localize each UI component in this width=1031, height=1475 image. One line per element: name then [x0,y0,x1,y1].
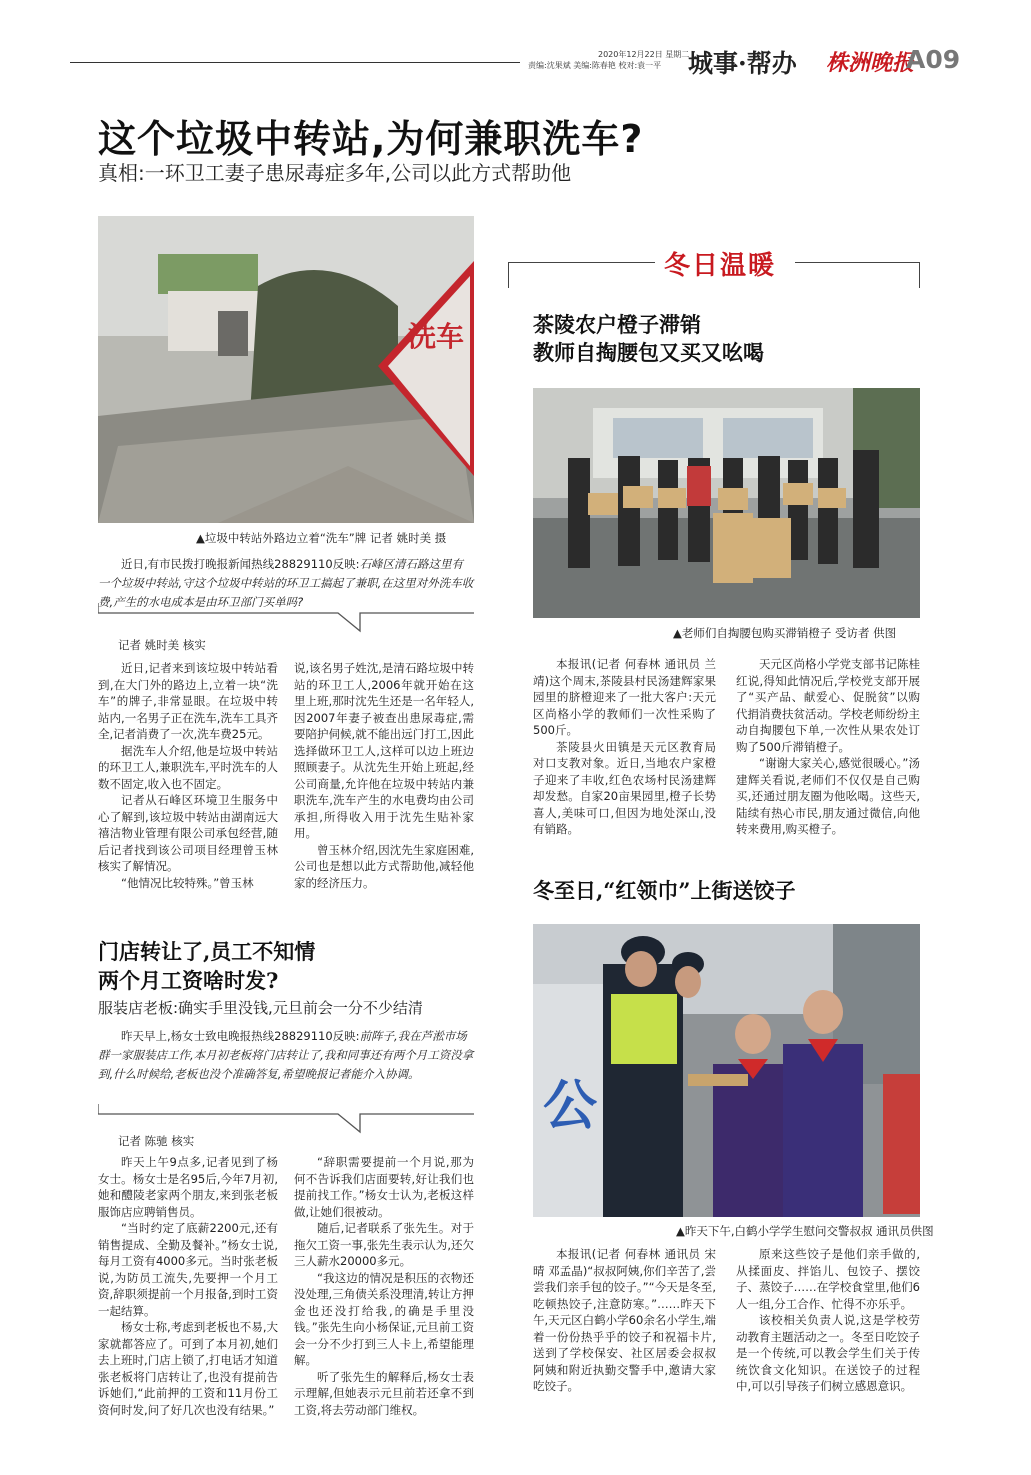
lead-2-complaint: 前阵子,我在芦淞市场群一家服装店工作,本月初老板将门店转让了,我和同事还有两个月工资没拿到,什么时候给,老板也没个准确答复,希望晚报记者能介入协调。 [98,1029,474,1081]
article-3-column-2 [736,656,920,838]
paragraph: 杨女士称,考虑到老板也不易,大家就都答应了。可到了本月初,她们去上班时,门店上锁了,打电话才知道张老板将门店转让了,也没有提前告诉她们,“此前押的工资和11月份工资何时发,问了好几次也没有结果。” [98,1320,278,1417]
article-2-headline-2: 两个月工资啥时发? [98,968,279,993]
article-3-column-1 [533,656,716,838]
students-photo [533,924,920,1217]
photo-caption-3: ▲老师们自掏腰包购买滞销橙子 受访者 供图 [673,626,897,640]
article-4-column-1 [533,1246,716,1395]
car-wash-sign-text: 洗车 [408,320,465,353]
paragraph: 本报讯(记者 何春林 通讯员 宋晴 邓孟晶)“叔叔阿姨,你们辛苦了,尝尝我们亲手包的饺子。”“今天是冬至,吃顿热饺子,注意防寒。”……昨天下午,天元区白鹤小学60余名小学生,端着一份份热乎乎的饺子和祝福卡片,送到了学校保安、社区居委会叔叔阿姨和附近执勤交警手中,邀请大家吃饺子。 [533,1247,716,1393]
banner-title: 冬日温暖 [664,251,777,281]
byline-1: 记者 姚时美 核实 [118,638,206,652]
paragraph: “辞职需要提前一个月说,那为何不告诉我们店面要转,好让我们也提前找工作。”杨女士认为,老板这样做,让她们很被动。 [294,1155,474,1219]
lead-2 [98,1027,474,1084]
paragraph: “我这边的情况是积压的衣物还没处理,三角债关系没理清,转让方押金也还没打给我,的确是手里没钱。”张先生向小杨保证,元旦前工资会一分不少打到三人卡上,希望能理解。 [294,1270,474,1367]
lead-1-complaint: 石峰区清石路这里有一个垃圾中转站,守这个垃圾中转站的环卫工搞起了兼职,在这里对外洗车收费,产生的水电成本是由环卫部门买单吗? [98,557,474,609]
lead-1-bracket [98,603,474,633]
paragraph: 听了张先生的解释后,杨女士表示理解,但她表示元旦前若还拿不到工资,将去劳动部门维权。 [294,1369,474,1417]
photo-caption-4: ▲昨天下午,白鹤小学学生慰问交警叔叔 通讯员供图 [676,1224,934,1238]
article-3-headline-1: 茶陵农户橙子滞销 [533,312,701,337]
paragraph: 曾玉林介绍,因沈先生家庭困难,公司也是想以此方式帮助他,减轻他家的经济压力。 [294,842,474,890]
paragraph: “他情况比较特殊。”曾玉林 [121,875,254,890]
banner-rule-left [508,262,509,288]
paragraph: 随后,记者联系了张先生。对于拖欠工资一事,张先生表示认为,还欠三人薪水20000多元。 [294,1221,474,1268]
paragraph: 该校相关负责人说,这是学校劳动教育主题活动之一。冬至日吃饺子是一个传统,可以教会学生们关于传统饮食文化知识。在送饺子的过程中,可以引导孩子们树立感恩意识。 [736,1313,920,1393]
paragraph: 记者从石峰区环境卫生服务中心了解到,该垃圾中转站由湖南远大禧洁物业管理有限公司承包经营,随后记者找到该公司项目经理曾玉林核实了解情况。 [98,793,278,873]
banner-rule-right [919,262,920,288]
article-3-headline-2: 教师自掏腰包又买又吆喝 [533,340,764,365]
masthead-rule [70,62,520,63]
article-2-headline-1: 门店转让了,员工不知情 [98,939,316,964]
lead-2-text: 昨天早上,杨女士致电晚报热线28829110反映: [121,1029,360,1043]
article-2-column-2 [294,1154,474,1418]
article-2-subheadline: 服装店老板:确实手里没钱,元旦前会一分不少结清 [98,999,423,1017]
page-number: A09 [906,45,961,74]
newspaper-logo: 株洲晚报 [826,50,915,76]
paragraph: 说,该名男子姓沈,是清石路垃圾中转站的环卫工人,2006年就开始在这里上班,那时沈先生还是一名年轻人,因2007年妻子被查出患尿毒症,需要陪护伺候,就不能出远门打工,因此选择做环卫工人,这样可以边上班边照顾妻子。从沈先生开始上班起,经公司商量,允许他在垃圾中转站内兼职洗车,洗车产生的水电费均由公司承担,所得收入用于沈先生贴补家用。 [294,661,474,840]
lead-2-bracket [98,1104,474,1134]
photo-teachers-oranges [533,388,920,618]
paragraph: 据洗车人介绍,他是垃圾中转站的环卫工人,兼职洗车,平时洗车的人数不固定,收入也不固定。 [98,743,278,791]
photo-caption-1: ▲垃圾中转站外路边立着“洗车”牌 记者 姚时美 摄 [196,531,447,545]
svg-text:公: 公 [543,1074,597,1137]
paragraph: 原来这些饺子是他们亲手做的,从揉面皮、拌馅儿、包饺子、摆饺子、蒸饺子……在学校食堂里,他们6人一组,分工合作、忙得不亦乐乎。 [736,1247,920,1311]
paragraph: “当时约定了底薪2200元,还有销售提成、全勤及餐补。”杨女士说,每月工资有4000多元。当时张老板说,为防员工流失,先要押一个月工资,辞职须提前一个月报备,到时工资一起结算。 [98,1221,278,1318]
paragraph: “谢谢大家关心,感觉很暖心。”汤建辉关看说,老师们不仅仅是自己购买,还通过朋友圈为他吆喝。这些天,陆续有热心市民,朋友通过微信,向他转来费用,购买橙子。 [736,756,920,836]
editor-credits: 责编:沈果斌 美编:陈春艳 校对:袁一平 [528,61,662,70]
paragraph: 昨天上午9点多,记者见到了杨女士。杨女士是名95后,今年7月初,她和醴陵老家两个朋友,来到张老板服饰店应聘销售员。 [98,1155,278,1219]
photo-car-wash-sign [98,216,474,523]
main-headline: 这个垃圾中转站,为何兼职洗车? [98,117,644,161]
paragraph: 天元区尚格小学党支部书记陈桂红说,得知此情况后,学校党支部开展了“买产品、献爱心、促脱贫”以购代捐消费扶贫活动。学校老师纷纷主动自掏腰包下单,一次性从果农处订购了500斤滞销橙子。 [736,657,920,754]
paragraph: 近日,记者来到该垃圾中转站看到,在大门外的路边上,立着一块“洗车”的牌子,非常显眼。在垃圾中转站内,一名男子正在洗车,洗车工具齐全,记者消费了一次,洗车费25元。 [98,661,278,741]
car-wash-photo [98,216,474,523]
paragraph: 茶陵县火田镇是天元区教育局对口支教对象。近日,当地农户家橙子迎来了丰收,红色农场村民汤建辉却发愁。自家20亩果园里,橙子长势喜人,美味可口,但因为地处深山,没有销路。 [533,739,716,836]
byline-2: 记者 陈驰 核实 [118,1134,195,1148]
article-1-column-1 [98,660,278,891]
article-1-column-2 [294,660,474,891]
article-4-column-2 [736,1246,920,1395]
photo-students-police [533,924,920,1217]
teachers-photo [533,388,920,618]
lead-1-text: 近日,有市民拨打晚报新闻热线28829110反映: [121,557,360,571]
paragraph: 本报讯(记者 何春林 通讯员 兰靖)这个周末,茶陵县村民汤建辉家果园里的脐橙迎来了一批大客户:天元区尚格小学的教师们一次性采购了500斤。 [533,657,716,737]
article-4-headline: 冬至日,“红领巾”上街送饺子 [533,878,796,903]
issue-date: 2020年12月22日 星期二 [598,50,690,59]
article-2-column-1 [98,1154,278,1418]
main-subheadline: 真相:一环卫工妻子患尿毒症多年,公司以此方式帮助他 [98,161,572,185]
section-title: 城事·帮办 [688,49,797,78]
